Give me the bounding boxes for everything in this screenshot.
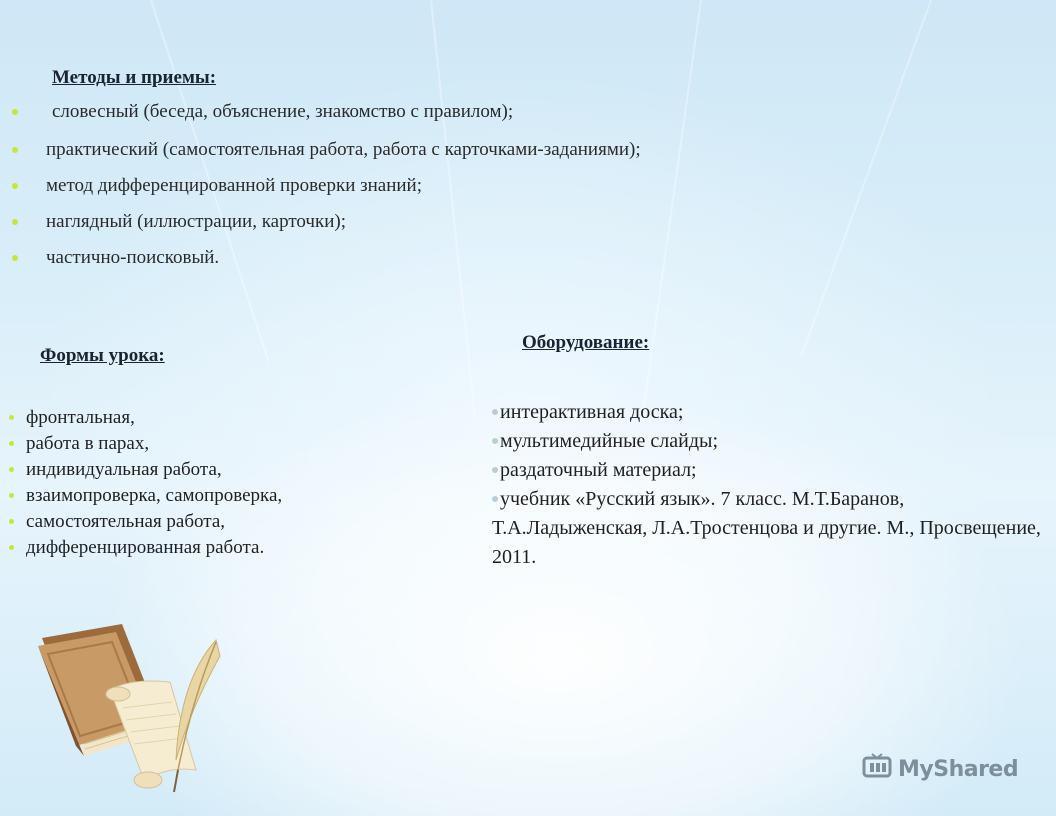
myshared-watermark	[862, 752, 1018, 787]
methods-item-text: практический (самостоятельная работа, работа с карточками-заданиями);	[46, 139, 641, 160]
list-item	[492, 456, 1052, 485]
bullet-icon	[12, 255, 18, 261]
methods-heading: Методы и приемы:	[52, 67, 217, 88]
list-item	[0, 210, 800, 234]
bullet-icon	[12, 109, 18, 115]
list-item	[0, 483, 282, 509]
bullet-icon	[9, 415, 14, 420]
list-item	[0, 174, 800, 198]
bullet-icon	[492, 438, 498, 444]
methods-item-text: наглядный (иллюстрации, карточки);	[46, 211, 346, 232]
equipment-item-text: мультимедийные слайды;	[500, 430, 719, 452]
equipment-item-text: раздаточный материал;	[500, 459, 697, 481]
forms-item-text: дифференцированная работа.	[26, 537, 265, 558]
methods-item-text: частично-поисковый.	[46, 247, 220, 268]
bullet-icon	[492, 409, 498, 415]
list-item	[0, 246, 800, 270]
list-item	[0, 509, 282, 535]
list-item	[492, 427, 1052, 456]
forms-item-text: взаимопроверка, самопроверка,	[26, 485, 283, 506]
forms-item-text: самостоятельная работа,	[26, 511, 225, 532]
list-item	[492, 485, 1052, 572]
list-item	[0, 457, 282, 483]
equipment-heading: Оборудование:	[522, 332, 650, 353]
forms-heading: Формы урока:	[40, 345, 165, 366]
bullet-icon	[9, 441, 14, 446]
bullet-icon	[12, 219, 18, 225]
forms-item-text: работа в парах,	[26, 433, 150, 454]
bullet-icon	[492, 467, 498, 473]
forms-list	[0, 405, 282, 561]
light-ray	[800, 0, 932, 357]
methods-item-text: метод дифференцированной проверки знаний;	[46, 175, 423, 196]
forms-item-text: индивидуальная работа,	[26, 459, 222, 480]
bullet-icon	[9, 467, 14, 472]
list-item	[0, 138, 800, 162]
bullet-icon	[492, 496, 498, 502]
forms-item-text: фронтальная,	[26, 407, 135, 428]
equipment-item-text: учебник «Русский язык». 7 класс. М.Т.Баранов, Т.А.Ладыженская, Л.А.Тростенцова и другие. М., Просвещение, 2011.	[492, 488, 1041, 568]
bullet-icon	[12, 183, 18, 189]
book-scroll-quill-icon	[30, 620, 230, 800]
myshared-logo-icon	[862, 752, 892, 787]
bullet-icon	[12, 147, 18, 153]
bullet-icon	[9, 493, 14, 498]
watermark-text: MyShared	[898, 757, 1019, 782]
list-item	[0, 431, 282, 457]
list-item	[0, 100, 800, 126]
list-item	[0, 405, 282, 431]
equipment-item-text: интерактивная доска;	[500, 401, 684, 423]
list-item	[492, 398, 1052, 427]
list-item	[0, 535, 282, 561]
bullet-icon	[9, 545, 14, 550]
methods-item-text: словесный (беседа, объяснение, знакомство с правилом);	[52, 101, 514, 122]
equipment-list	[492, 398, 1052, 572]
methods-list	[0, 100, 800, 270]
bullet-icon	[9, 519, 14, 524]
